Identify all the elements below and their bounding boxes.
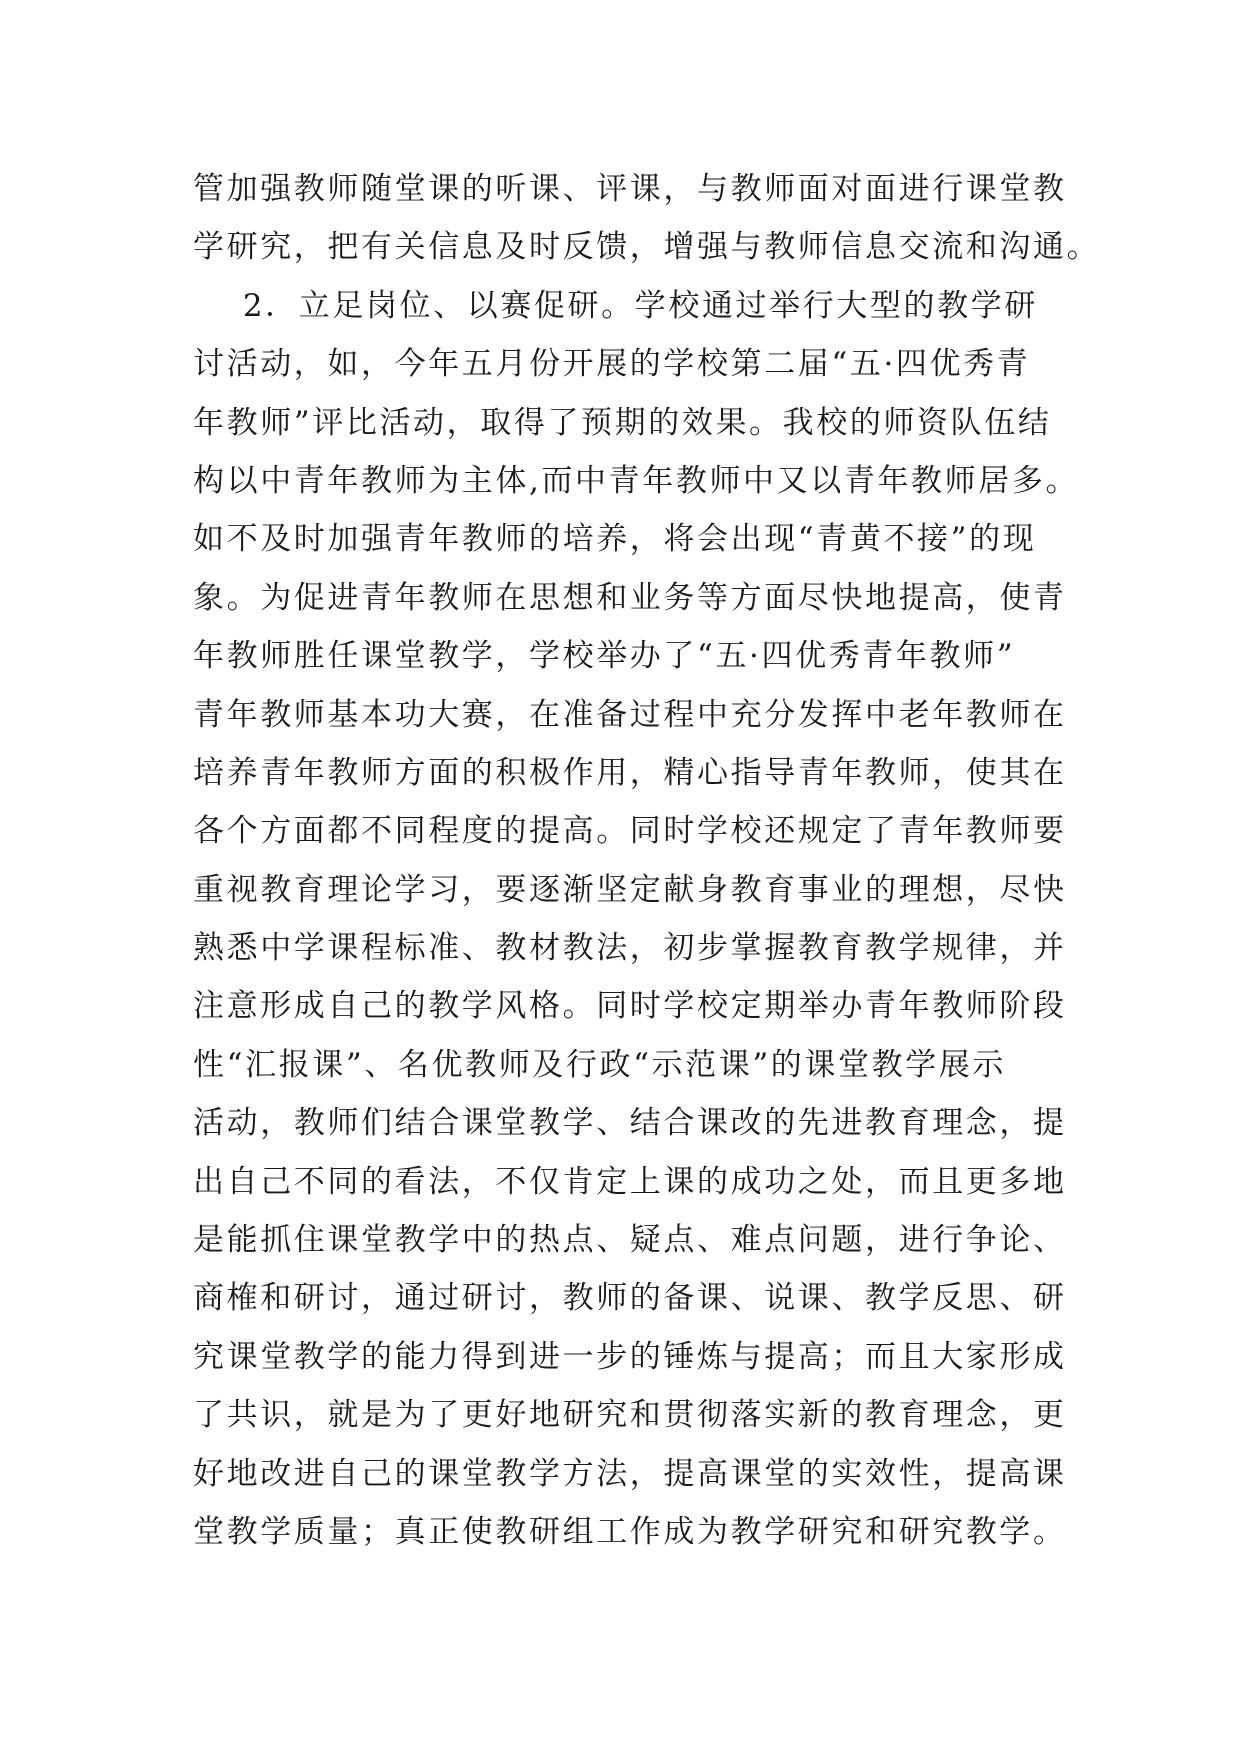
text-line: 性“汇报课”、名优教师及行政“示范课”的课堂教学展示 [193,1046,1006,1083]
text-line: 重视教育理论学习，要逐渐坚定献身教育事业的理想，尽快 [193,871,1067,908]
text-line: 活动，教师们结合课堂教学、结合课改的先进教育理念，提 [193,1105,1067,1142]
text-line: 青年教师基本功大赛，在准备过程中充分发挥中老年教师在 [193,696,1067,733]
text-line: 注意形成自己的教学风格。同时学校定期举办青年教师阶段 [193,988,1067,1025]
text-line: 是能抓住课堂教学中的热点、疑点、难点问题，进行争论、 [193,1222,1067,1259]
text-line: 管加强教师随堂课的听课、评课，与教师面对面进行课堂教 [193,171,1067,207]
text-line: 究课堂教学的能力得到进一步的锤炼与提高；而且大家形成 [193,1338,1067,1375]
text-line: 如不及时加强青年教师的培养，将会出现“青黄不接”的现 [193,521,1037,558]
text-line: 商榷和研讨，通过研讨，教师的备课、说课、教学反思、研 [193,1280,1067,1317]
text-line: 好地改进自己的课堂教学方法，提高课堂的实效性，提高课 [193,1455,1067,1492]
body-text [193,160,1101,1561]
text-line: 年教师”评比活动，取得了预期的效果。我校的师资队伍结 [193,404,1052,441]
text-line: 讨活动，如，今年五月份开展的学校第二届“五·四优秀青 [193,346,1031,383]
text-line: 构以中青年教师为主体,而中青年教师中又以青年教师居多。 [193,462,1080,499]
text-line: 2．立足岗位、以赛促研。学校通过举行大型的教学研 [193,287,1038,324]
text-line: 了共识，就是为了更好地研究和贯彻落实新的教育理念，更 [193,1397,1067,1434]
text-line: 出自己不同的看法，不仅肯定上课的成功之处，而且更多地 [193,1163,1067,1200]
text-line: 学研究，把有关信息及时反馈，增强与教师信息交流和沟通。 [193,229,1101,266]
text-line: 培养青年教师方面的积极作用，精心指导青年教师，使其在 [193,754,1067,791]
text-line: 熟悉中学课程标准、教材教法，初步掌握教育教学规律，并 [193,930,1067,967]
text-line: 各个方面都不同程度的提高。同时学校还规定了青年教师要 [193,813,1067,850]
text-line: 象。为促进青年教师在思想和业务等方面尽快地提高，使青 [193,579,1067,616]
text-line: 堂教学质量；真正使教研组工作成为教学研究和研究教学。 [193,1513,1067,1550]
text-line: 年教师胜任课堂教学，学校举办了“五·四优秀青年教师” [193,638,1016,675]
